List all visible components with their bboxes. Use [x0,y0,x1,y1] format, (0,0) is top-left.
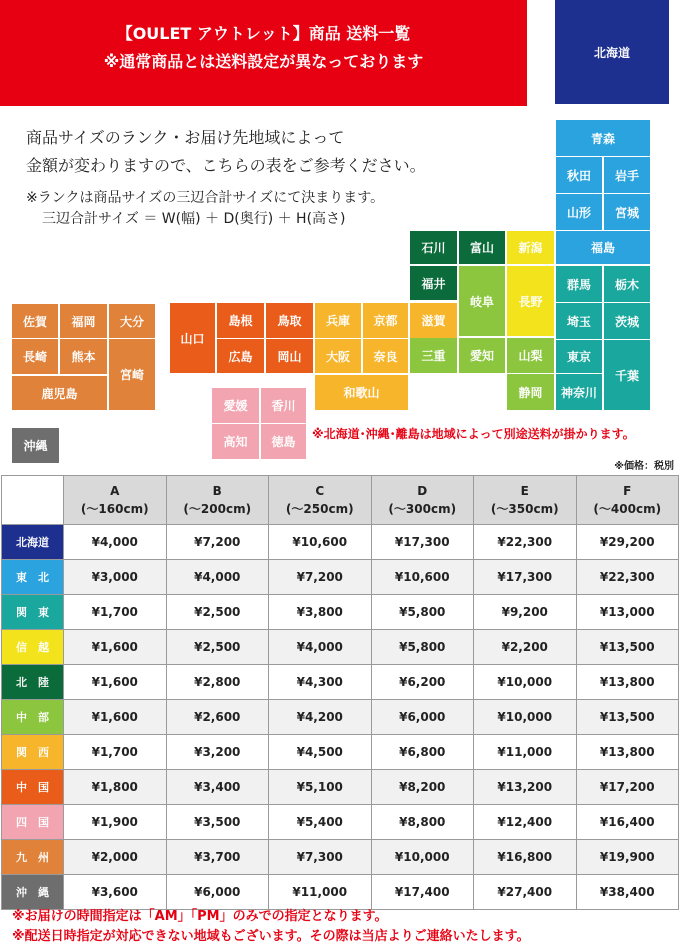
price-cell: ¥4,000 [269,630,372,665]
pref-ishikawa: 石川 [410,231,457,264]
pref-nagasaki: 長崎 [12,339,58,374]
price-cell: ¥1,600 [64,630,167,665]
price-cell: ¥9,200 [474,595,577,630]
price-cell: ¥1,700 [64,595,167,630]
price-cell: ¥3,800 [269,595,372,630]
pref-yamaguchi: 山口 [170,303,215,373]
pref-tokushima: 徳島 [261,424,306,459]
price-cell: ¥10,600 [269,525,372,560]
price-cell: ¥2,500 [166,630,269,665]
price-cell: ¥4,500 [269,735,372,770]
price-cell: ¥16,800 [474,840,577,875]
region-label: 関 東 [2,595,64,630]
price-cell: ¥10,000 [474,700,577,735]
price-cell: ¥4,200 [269,700,372,735]
price-cell: ¥1,900 [64,805,167,840]
header-rank-b: B (～200cm) [166,476,269,525]
price-cell: ¥8,800 [371,805,474,840]
header-rank-a: A (～160cm) [64,476,167,525]
price-cell: ¥1,700 [64,735,167,770]
price-cell: ¥8,200 [371,770,474,805]
pref-tokyo: 東京 [556,340,602,373]
pref-shiga: 滋賀 [410,303,457,338]
pref-fukuoka: 福岡 [60,304,107,338]
pref-ehime: 愛媛 [212,388,259,423]
price-cell: ¥3,600 [64,875,167,910]
pref-shizuoka: 静岡 [507,374,554,410]
intro-text [26,124,426,180]
footer-note-2: ※配送日時指定が対応できない地域もございます。その際は当店よりご連絡いたします。 [12,929,530,944]
region-label: 四 国 [2,805,64,840]
pref-niigata: 新潟 [507,231,554,264]
price-cell: ¥7,200 [166,525,269,560]
price-cell: ¥5,400 [269,805,372,840]
price-cell: ¥27,400 [474,875,577,910]
price-cell: ¥2,500 [166,595,269,630]
price-cell: ¥17,400 [371,875,474,910]
table-row [2,665,679,700]
footer-note-1: ※お届けの時間指定は「AM」「PM」のみでの指定となります。 [12,909,388,924]
pref-nagano: 長野 [507,266,554,336]
pref-aichi: 愛知 [459,338,505,373]
pref-aomori: 青森 [556,120,650,156]
price-cell: ¥5,800 [371,595,474,630]
price-cell: ¥5,800 [371,630,474,665]
table-row [2,700,679,735]
price-cell: ¥16,400 [576,805,679,840]
price-cell: ¥5,100 [269,770,372,805]
region-label: 中 国 [2,770,64,805]
region-label: 東 北 [2,560,64,595]
pref-wakayama: 和歌山 [315,375,408,410]
header-rank-c: C (～250cm) [269,476,372,525]
price-cell: ¥13,200 [474,770,577,805]
price-cell: ¥6,000 [166,875,269,910]
table-row [2,560,679,595]
table-header-row [2,476,679,525]
pref-gunma: 群馬 [556,266,602,302]
price-cell: ¥1,800 [64,770,167,805]
price-cell: ¥7,200 [269,560,372,595]
pref-iwate: 岩手 [604,157,650,193]
intro-line-1: 商品サイズのランク・お届け先地域によって [26,128,345,147]
price-cell: ¥19,900 [576,840,679,875]
price-cell: ¥4,000 [166,560,269,595]
pref-fukui: 福井 [410,266,457,300]
pref-hiroshima: 広島 [217,339,264,373]
header-rank-d: D (～300cm) [371,476,474,525]
price-cell: ¥11,000 [269,875,372,910]
pref-toyama: 富山 [459,231,505,264]
pref-hokkaido: 北海道 [555,0,669,104]
price-cell: ¥17,200 [576,770,679,805]
pref-okinawa: 沖縄 [12,428,59,463]
region-label: 九 州 [2,840,64,875]
pref-akita: 秋田 [556,157,602,193]
price-cell: ¥1,600 [64,665,167,700]
price-cell: ¥4,300 [269,665,372,700]
price-cell: ¥13,500 [576,700,679,735]
region-label: 中 部 [2,700,64,735]
banner-title: 【OULET アウトレット】商品 送料一覧 [116,24,411,43]
pref-kanagawa: 神奈川 [556,374,602,410]
rank-note-line-1: ※ランクは商品サイズの三辺合計サイズにて決まります。 [26,190,385,206]
remote-area-note: ※北海道･沖縄･離島は地域によって別途送料が掛かります。 [312,427,635,441]
price-cell: ¥10,000 [371,840,474,875]
price-cell: ¥17,300 [474,560,577,595]
price-cell: ¥2,000 [64,840,167,875]
price-cell: ¥11,000 [474,735,577,770]
pref-chiba: 千葉 [604,340,650,410]
price-cell: ¥38,400 [576,875,679,910]
pref-gifu: 岐阜 [459,266,505,336]
shipping-fee-table [1,475,679,910]
pref-yamanashi: 山梨 [507,338,554,373]
pref-kochi: 高知 [212,424,259,459]
price-cell: ¥4,000 [64,525,167,560]
price-cell: ¥2,600 [166,700,269,735]
price-cell: ¥10,600 [371,560,474,595]
price-cell: ¥3,400 [166,770,269,805]
price-cell: ¥3,700 [166,840,269,875]
pref-kumamoto: 熊本 [60,339,107,374]
title-banner [0,0,527,106]
table-row [2,770,679,805]
pref-saga: 佐賀 [12,304,58,338]
price-cell: ¥10,000 [474,665,577,700]
intro-line-2: 金額が変わりますので、こちらの表をご参考ください。 [26,156,426,175]
pref-okayama: 岡山 [266,339,313,373]
pref-fukushima: 福島 [556,231,650,264]
header-rank-e: E (～350cm) [474,476,577,525]
table-row [2,630,679,665]
price-cell: ¥1,600 [64,700,167,735]
price-cell: ¥2,800 [166,665,269,700]
header-rank-f: F (～400cm) [576,476,679,525]
pref-nara: 奈良 [363,339,408,373]
table-row [2,840,679,875]
price-cell: ¥29,200 [576,525,679,560]
price-cell: ¥3,500 [166,805,269,840]
price-cell: ¥6,000 [371,700,474,735]
region-label: 北 陸 [2,665,64,700]
pref-shimane: 島根 [217,303,264,338]
pref-tochigi: 栃木 [604,266,650,302]
price-cell: ¥6,200 [371,665,474,700]
pref-osaka: 大阪 [315,339,361,373]
banner-subtitle: ※通常商品とは送料設定が異なっております [103,52,424,71]
pref-miyazaki: 宮崎 [109,339,155,410]
pref-saitama: 埼玉 [556,303,602,339]
price-cell: ¥2,200 [474,630,577,665]
price-cell: ¥3,200 [166,735,269,770]
table-row [2,805,679,840]
header-corner [2,476,64,525]
pref-kagoshima: 鹿児島 [12,376,107,410]
price-cell: ¥13,800 [576,735,679,770]
price-cell: ¥6,800 [371,735,474,770]
pref-yamagata: 山形 [556,194,602,230]
rank-note [26,188,384,230]
pref-ibaraki: 茨城 [604,303,650,339]
price-cell: ¥7,300 [269,840,372,875]
tax-note: ※価格：税別 [614,461,674,472]
table-row [2,595,679,630]
region-label: 沖 縄 [2,875,64,910]
region-label: 北海道 [2,525,64,560]
table-row [2,525,679,560]
price-cell: ¥13,000 [576,595,679,630]
rank-note-line-2: 三辺合計サイズ ＝ W(幅) ＋ D(奥行) ＋ H(高さ) [42,211,346,227]
price-cell: ¥22,300 [576,560,679,595]
pref-kyoto: 京都 [363,303,408,338]
pref-kagawa: 香川 [261,388,306,423]
pref-tottori: 鳥取 [266,303,313,338]
pref-mie: 三重 [410,338,457,373]
pref-oita: 大分 [109,304,155,338]
price-cell: ¥17,300 [371,525,474,560]
region-label: 信 越 [2,630,64,665]
price-cell: ¥3,000 [64,560,167,595]
table-row [2,735,679,770]
pref-hyogo: 兵庫 [315,303,361,338]
pref-miyagi: 宮城 [604,194,650,230]
region-label: 関 西 [2,735,64,770]
price-cell: ¥22,300 [474,525,577,560]
price-cell: ¥13,500 [576,630,679,665]
price-cell: ¥13,800 [576,665,679,700]
price-cell: ¥12,400 [474,805,577,840]
